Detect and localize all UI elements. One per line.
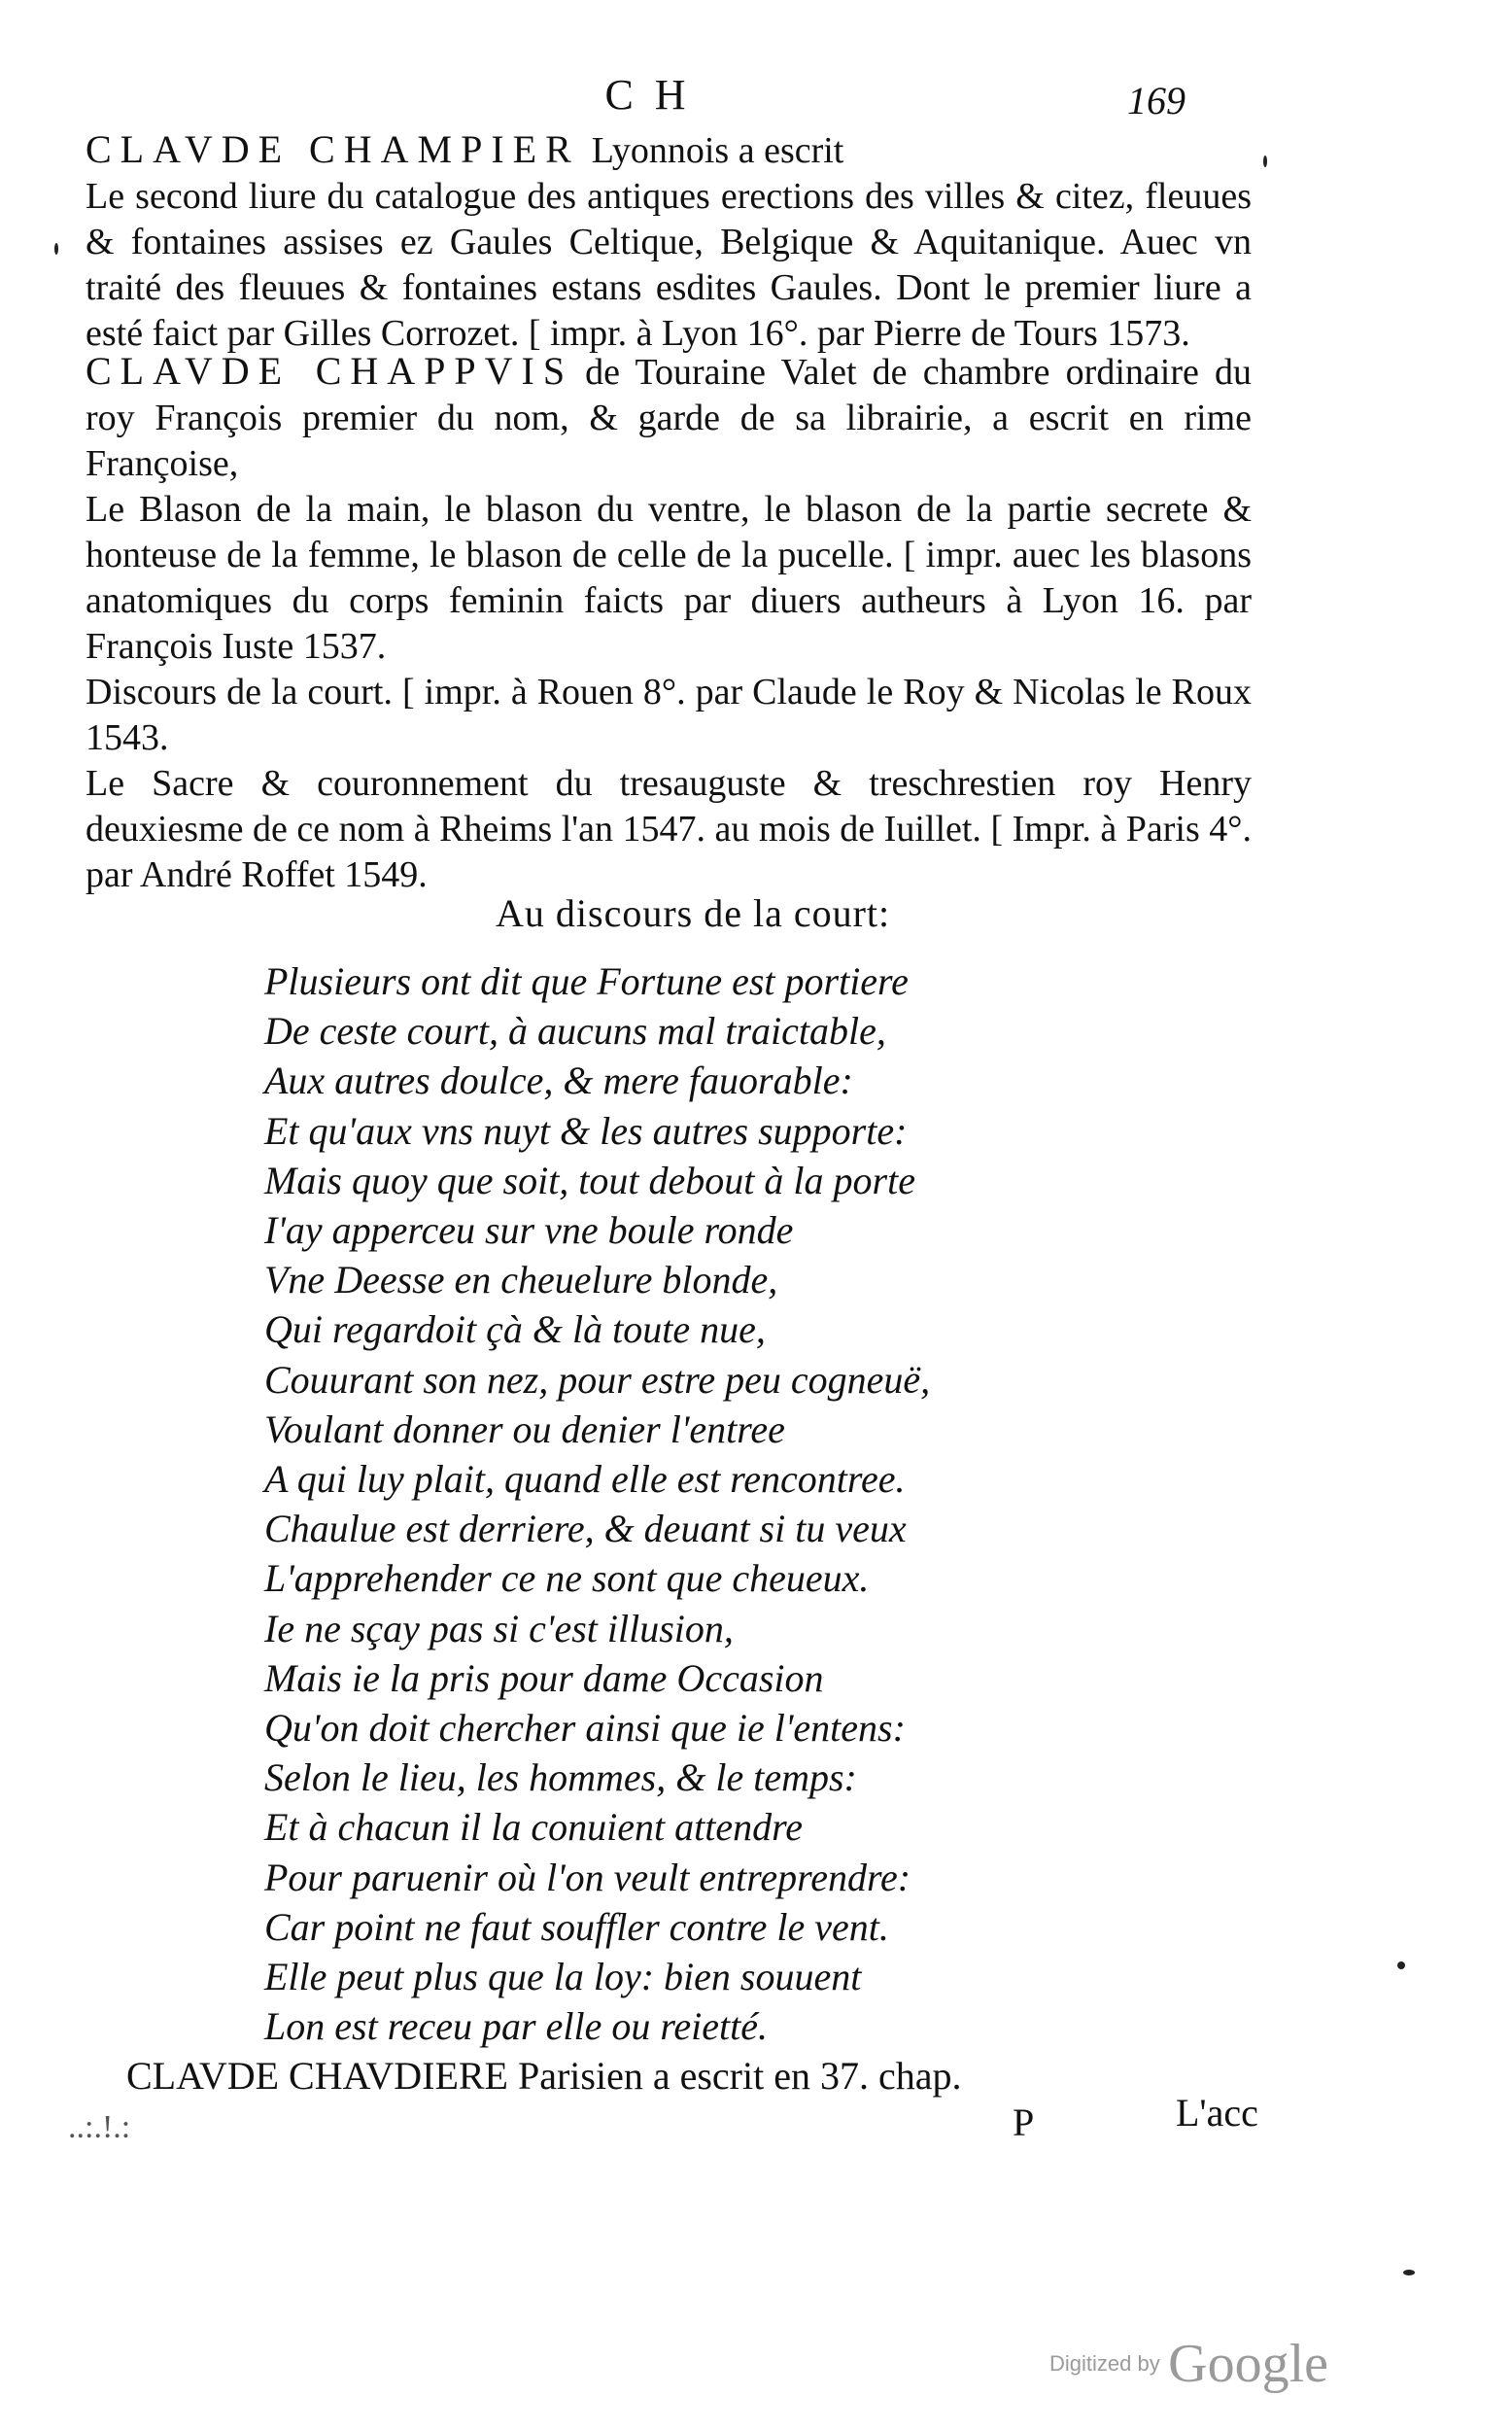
ink-speck [54,243,58,255]
author-name: CLAVDE CHAMPIER [86,127,580,171]
poem-line: De ceste court, à aucuns mal traictable, [264,1009,886,1054]
signature-mark: P [1013,2100,1035,2144]
margin-marks: ..:.!.: [68,2109,131,2145]
poem-line: Pour paruenir où l'on veult entreprendre: [264,1855,911,1899]
poem-title: Au discours de la court: [496,891,891,935]
poem-line: Lon est receu par elle ou reietté. [264,2004,769,2049]
entry-paragraph: Le Blason de la main, le blason du ventre, le blason de la partie secrete & honteuse de la femme, le blason de celle de la pucelle. [ impr. auec les blasons anatomiques du corps feminin faicts par diuers autheurs à Lyon 16. par François Iuste 1537. [86,489,1252,667]
poem-line: Et à chacun il la conuient attendre [264,1805,803,1850]
poem-line: Selon le lieu, les hommes, & le temps: [264,1755,857,1800]
poem-line: Elle peut plus que la loy: bien souuent [264,1955,862,1999]
entry-chappuis [86,348,1252,898]
poem-line: A qui luy plait, quand elle est rencontree. [264,1457,906,1502]
entry-champier [86,126,1252,357]
watermark-prefix: Digitized by [1049,2351,1160,2376]
running-head: CH [604,71,707,119]
page-number: 169 [1127,79,1186,122]
poem-line: Mais quoy que soit, tout debout à la porte [264,1158,915,1202]
author-name: CLAVDE CHAPPVIS [86,349,574,393]
poem-line: Car point ne faut souffler contre le vent. [264,1904,889,1949]
poem-line: Plusieurs ont dit que Fortune est portiere [264,959,909,1003]
poem-line: Chaulue est derriere, & deuant si tu veux [264,1507,907,1551]
poem-line: Voulant donner ou denier l'entree [264,1406,785,1451]
entry-paragraph: Le second liure du catalogue des antiques erections des villes & citez, fleuues & fontaines assises ez Gaules Celtique, Belgique & Aquitanique. Auec vn traité des fleuues & fontaines estans esdites Gaules. Dont le premier liure a esté faict par Gilles Corrozet. [ impr. à Lyon 16°. par Pierre de Tours 1573. [86,176,1252,354]
poem-line: Et qu'aux vns nuyt & les autres supporte: [264,1108,908,1153]
poem-line: L'apprehender ce ne sont que cheueux. [264,1556,870,1601]
entry-paragraph: Le Sacre & couronnement du tresauguste & treschrestien roy Henry deuxiesme de ce nom à Rheims l'an 1547. au mois de Iuillet. [ Impr. à Paris 4°. par André Roffet 1549. [86,763,1252,895]
poem-line: Couurant son nez, pour estre peu cogneuë, [264,1357,931,1402]
next-entry-line: CLAVDE CHAVDIERE Parisien a escrit en 37. chap. [126,2054,962,2098]
catchword: L'acc [1176,2091,1258,2135]
digitized-watermark [1049,2333,1328,2395]
ink-speck [1403,2270,1415,2275]
entry-intro: Lyonnois a escrit [591,130,844,171]
poem-line: Qui regardoit çà & là toute nue, [264,1307,766,1352]
poem-line: Vne Deesse en cheuelure blonde, [264,1258,778,1302]
ink-speck [1397,1961,1405,1969]
google-logo: Google [1168,2334,1329,2394]
entry-paragraph: Discours de la court. [ impr. à Rouen 8°. par Claude le Roy & Nicolas le Roux 1543. [86,672,1252,758]
entry-heading [86,126,1252,174]
entry-intro: de Touraine Valet de chambre ordinaire du roy François premier du nom, & garde de sa librairie, a escrit en rime Françoise, [86,352,1252,484]
poem-line: Aux autres doulce, & mere fauorable: [264,1059,853,1103]
ink-speck [1263,156,1267,167]
poem-line: Mais ie la pris pour dame Occasion [264,1655,824,1700]
poem-line: I'ay apperceu sur vne boule ronde [264,1208,794,1253]
poem-line: Qu'on doit chercher ainsi que ie l'entens: [264,1706,906,1751]
poem [264,956,1042,2051]
entry-heading [86,348,1252,487]
poem-line: Ie ne sçay pas si c'est illusion, [264,1606,734,1650]
